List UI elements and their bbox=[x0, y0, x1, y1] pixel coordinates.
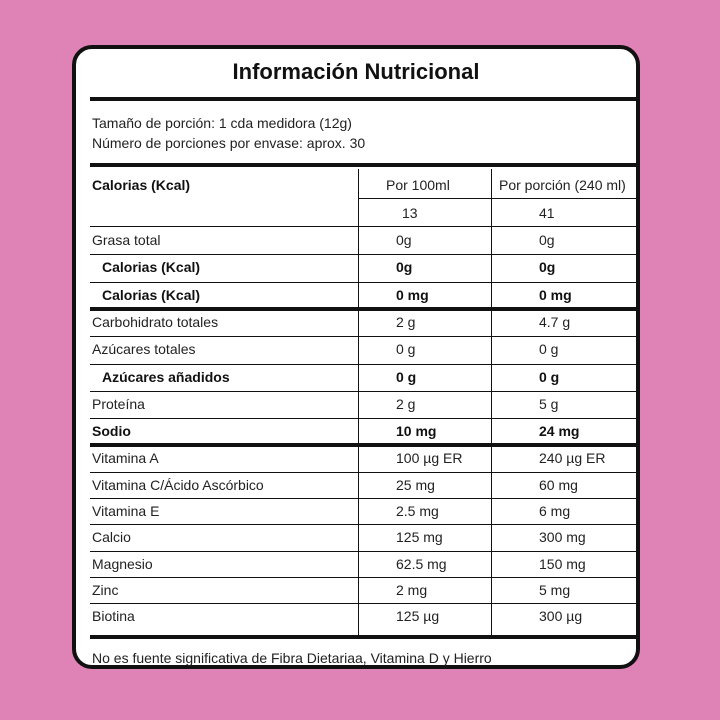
nutrient-value-per-serving: 0 g bbox=[539, 341, 559, 358]
nutrient-value-per-100ml: 125 µg bbox=[396, 608, 440, 625]
servings-per-container: Número de porciones por envase: aprox. 30 bbox=[92, 135, 366, 151]
nutrient-value-per-100ml: 2 g bbox=[396, 313, 416, 330]
nutrient-value-per-100ml: 100 µg ER bbox=[396, 450, 463, 467]
nutrient-value-per-serving: 24 mg bbox=[539, 423, 580, 440]
nutrient-value-per-serving: 240 µg ER bbox=[539, 450, 606, 467]
nutrient-name: Biotina bbox=[92, 608, 135, 625]
nutrient-value-per-serving: 150 mg bbox=[539, 555, 586, 572]
row-divider bbox=[90, 364, 636, 365]
header-inner-divider bbox=[358, 198, 636, 199]
nutrient-value-per-serving: 300 mg bbox=[539, 529, 586, 546]
column-separator-right bbox=[491, 169, 492, 635]
calories-per-100ml: 13 bbox=[402, 205, 418, 221]
nutrient-name: Zinc bbox=[92, 581, 119, 598]
nutrient-value-per-100ml: 2 g bbox=[396, 395, 416, 412]
nutrient-name: Calorias (Kcal) bbox=[102, 286, 201, 303]
footer-note: No es fuente significativa de Fibra Dietariaa, Vitamina D y Hierro bbox=[92, 650, 492, 666]
nutrition-label bbox=[72, 45, 640, 669]
nutrient-value-per-serving: 4.7 g bbox=[539, 313, 571, 330]
row-divider bbox=[90, 551, 636, 552]
nutrient-value-per-100ml: 0 g bbox=[396, 341, 416, 358]
footer-divider bbox=[90, 635, 636, 639]
row-divider bbox=[90, 524, 636, 525]
row-divider bbox=[90, 498, 636, 499]
serving-divider bbox=[90, 163, 636, 167]
nutrient-value-per-100ml: 0g bbox=[396, 232, 412, 248]
serving-size: Tamaño de porción: 1 cda medidora (12g) bbox=[92, 115, 352, 131]
row-divider bbox=[90, 391, 636, 392]
nutrient-value-per-100ml: 2 mg bbox=[396, 581, 428, 598]
nutrient-value-per-100ml: 125 mg bbox=[396, 529, 443, 546]
title-divider bbox=[90, 97, 636, 101]
nutrient-value-per-serving: 6 mg bbox=[539, 503, 571, 519]
row-divider bbox=[90, 603, 636, 604]
nutrient-value-per-100ml: 0 g bbox=[396, 368, 417, 385]
nutrient-value-per-100ml: 10 mg bbox=[396, 423, 437, 440]
nutrient-value-per-serving: 0g bbox=[539, 259, 556, 276]
calories-per-serving: 41 bbox=[539, 205, 555, 221]
nutrient-value-per-serving: 5 mg bbox=[539, 581, 571, 598]
row-divider bbox=[90, 282, 636, 283]
column-separator-left bbox=[358, 169, 359, 635]
label-title: Información Nutricional bbox=[232, 59, 480, 84]
row-divider bbox=[90, 418, 636, 419]
row-divider bbox=[90, 472, 636, 473]
nutrient-value-per-serving: 5 g bbox=[539, 395, 559, 412]
header-calories-label: Calorias (Kcal) bbox=[92, 177, 191, 193]
nutrient-name: Calcio bbox=[92, 529, 131, 546]
nutrient-value-per-serving: 0g bbox=[539, 232, 555, 248]
nutrient-value-per-serving: 0 g bbox=[539, 368, 560, 385]
nutrient-name: Azúcares totales bbox=[92, 341, 196, 358]
nutrient-name: Azúcares añadidos bbox=[102, 368, 230, 385]
nutrient-value-per-100ml: 2.5 mg bbox=[396, 503, 439, 519]
nutrient-value-per-serving: 0 mg bbox=[539, 286, 572, 303]
section-divider bbox=[90, 443, 636, 447]
header-bottom-divider bbox=[90, 226, 636, 227]
nutrient-name: Carbohidrato totales bbox=[92, 313, 219, 330]
nutrient-value-per-100ml: 0g bbox=[396, 259, 413, 276]
row-divider bbox=[90, 577, 636, 578]
header-col-per-100ml: Por 100ml bbox=[386, 177, 450, 193]
row-divider bbox=[90, 336, 636, 337]
nutrient-value-per-100ml: 62.5 mg bbox=[396, 555, 447, 572]
nutrient-name: Sodio bbox=[92, 423, 131, 440]
nutrient-name: Vitamina C/Ácido Ascórbico bbox=[92, 476, 264, 493]
row-divider bbox=[90, 254, 636, 255]
serving-info bbox=[92, 113, 365, 153]
nutrient-name: Proteína bbox=[92, 395, 145, 412]
nutrient-name: Vitamina E bbox=[92, 503, 160, 519]
nutrient-value-per-100ml: 25 mg bbox=[396, 476, 435, 493]
section-divider bbox=[90, 307, 636, 311]
nutrient-name: Vitamina A bbox=[92, 450, 159, 467]
nutrient-value-per-serving: 300 µg bbox=[539, 608, 583, 625]
nutrient-value-per-100ml: 0 mg bbox=[396, 286, 429, 303]
nutrient-value-per-serving: 60 mg bbox=[539, 476, 578, 493]
nutrient-name: Calorias (Kcal) bbox=[102, 259, 201, 276]
nutrient-name: Grasa total bbox=[92, 232, 161, 248]
nutrient-name: Magnesio bbox=[92, 555, 153, 572]
header-col-per-serving: Por porción (240 ml) bbox=[499, 177, 626, 193]
